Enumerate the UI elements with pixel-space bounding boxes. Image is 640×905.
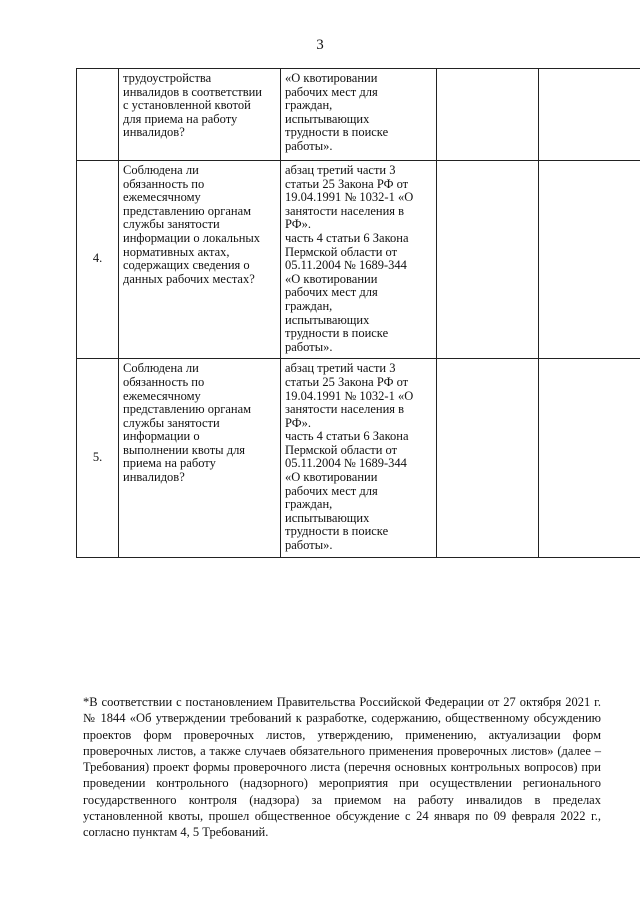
question-cell	[119, 359, 281, 557]
page-number: 3	[316, 37, 324, 53]
table-row	[77, 359, 640, 557]
legal-basis-text: абзац третий части 3 статьи 25 Закона РФ от 19.04.1991 № 1032-1 «О занятости населения в РФ». часть 4 статьи 6 Закона Пермской области от 05.11.2004 № 1689-344 «О квотировании рабочих мест для граждан, испытывающих трудности в поиске работы».	[285, 163, 414, 354]
legal-basis-cell	[281, 161, 437, 359]
footnote: *В соответствии с постановлением Правительства Российской Федерации от 27 октября 2021 г. № 1844 «Об утверждении требований к разработке, содержанию, общественному обсуждению проектов форм проверочных листов, утверждению, применению, актуализации форм проверочных листов, а также случаев обязательного применения проверочных листов» (далее – Требования) проект формы проверочного листа (перечня основных контрольных вопросов) при проведении контрольного (надзорного) мероприятия при осуществлении регионального государственного контроля (надзора) за приемом на работу инвалидов в пределах установленной квоты, прошел общественное обсуждение с 24 января по 09 февраля 2022 г., согласно пунктам 4, 5 Требований.	[83, 695, 601, 840]
question-text: трудоустройства инвалидов в соответствии с установленной квотой для приема на работу инвалидов?	[123, 71, 262, 140]
answer-cell	[437, 161, 539, 359]
checklist-table	[76, 68, 640, 558]
legal-basis-text: «О квотировании рабочих мест для граждан, испытывающих трудности в поиске работы».	[285, 71, 389, 153]
answer-cell	[437, 69, 539, 161]
row-number-cell: 5.	[77, 359, 119, 557]
row-number-cell: 4.	[77, 161, 119, 359]
question-text: Соблюдена ли обязанность по ежемесячному представлению органам службы занятости информации о локальных нормативных актах, содержащих сведения о данных рабочих местах?	[123, 163, 261, 286]
note-cell	[539, 161, 640, 359]
table-row	[77, 69, 640, 161]
row-number-cell	[77, 69, 119, 161]
legal-basis-cell	[281, 69, 437, 161]
question-cell	[119, 161, 281, 359]
legal-basis-text: абзац третий части 3 статьи 25 Закона РФ от 19.04.1991 № 1032-1 «О занятости населения в РФ». часть 4 статьи 6 Закона Пермской области от 05.11.2004 № 1689-344 «О квотировании рабочих мест для граждан, испытывающих трудности в поиске работы».	[285, 361, 414, 553]
table-row	[77, 161, 640, 359]
question-cell	[119, 69, 281, 161]
question-text: Соблюдена ли обязанность по ежемесячному представлению органам службы занятости информации о выполнении квоты для приема на работу инвалидов?	[123, 361, 252, 485]
answer-cell	[437, 359, 539, 557]
legal-basis-cell	[281, 359, 437, 557]
note-cell	[539, 69, 640, 161]
note-cell	[539, 359, 640, 557]
